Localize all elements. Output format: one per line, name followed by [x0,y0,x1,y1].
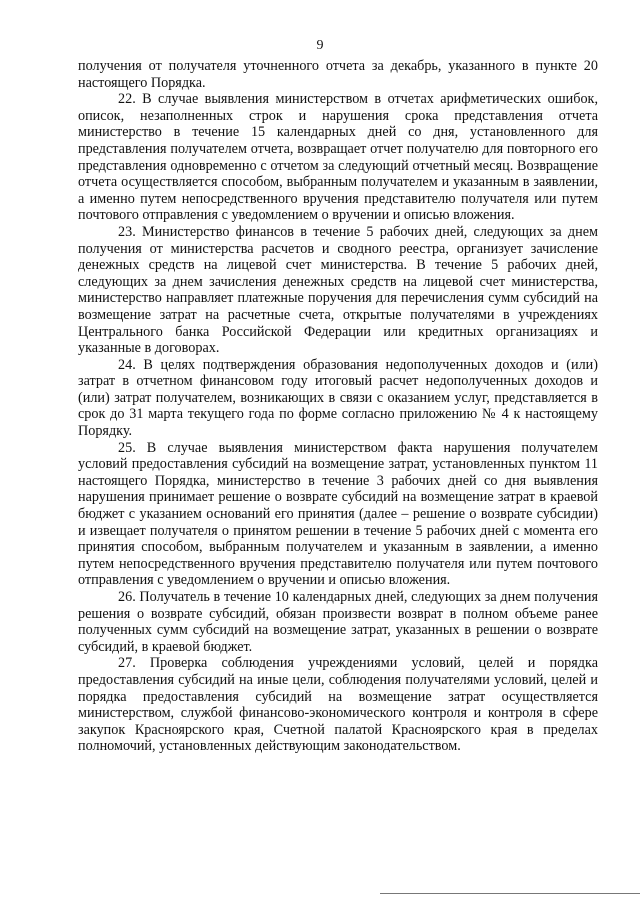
document-body [78,58,598,755]
paragraph-23: 23. Министерство финансов в течение 5 рабочих дней, следующих за днем получения от министерства расчетов и сводного реестра, организует зачисление денежных средств на лицевой счет министерства. В течение 5 рабочих дней, следующих за днем зачисления денежных средств на лицевой счет министерства, министерство направляет платежные поручения для перечисления сумм субсидий на возмещение затрат на расчетные счета, открытые получателями в учреждениях Центрального банка Российской Федерации или кредитных организациях и указанные в договорах. [78,223,598,357]
paragraph-22: 22. В случае выявления министерством в отчетах арифметических ошибок, описок, незаполненных строк и нарушения срока представления отчета министерство в течение 15 календарных дней со дня, установленного для представления получателем отчета, возвращает отчет получателю для повторного его представления одновременно с отчетом за следующий отчетный месяц. Возвращение отчета осуществляется способом, выбранным получателем и указанным в заявлении, а именно путем непосредственного вручения представителю получателя или путем почтового отправления с уведомлением о вручении и описью вложения. [78,91,598,224]
page-number: 9 [316,38,324,53]
paragraph-25: 25. В случае выявления министерством факта нарушения получателем условий предоставления субсидий на возмещение затрат, установленных пунктом 11 настоящего Порядка, министерство в течение 3 рабочих дней со дня выявления нарушения принимает решение о возврате субсидий на возмещение затрат в краевой бюджет с указанием оснований его принятия (далее – решение о возврате субсидии) и извещает получателя о принятом решении в течение 5 рабочих дней с момента его принятия способом, выбранным получателем и указанным в заявлении, а именно путем непосредственного вручения представителю получателя или путем почтового отправления с уведомлением о вручении и описью вложения. [78,439,598,589]
paragraph-26: 26. Получатель в течение 10 календарных дней, следующих за днем получения решения о возврате субсидий, обязан произвести возврат в полном объеме ранее полученных сумм субсидий на возмещение затрат, указанных в решении о возврате субсидий, в краевой бюджет. [78,589,598,655]
paragraph-27: 27. Проверка соблюдения учреждениями условий, целей и порядка предоставления субсидий на иные цели, соблюдения получателями условий, целей и порядка предоставления субсидий на возмещение затрат осуществляется министерством, службой финансово-экономического контроля и контроля в сфере закупок Красноярского края, Счетной палатой Красноярского края в пределах полномочий, установленных действующим законодательством. [78,655,598,755]
footer-divider [380,893,640,894]
paragraph-continuation: получения от получателя уточненного отчета за декабрь, указанного в пункте 20 настоящего Порядка. [78,58,598,91]
paragraph-24: 24. В целях подтверждения образования недополученных доходов и (или) затрат в отчетном финансовом году итоговый расчет недополученных доходов и (или) затрат получателем, возникающих в связи с оказанием услуг, представляется в срок до 31 марта текущего года по форме согласно приложению № 4 к настоящему Порядку. [78,356,598,440]
